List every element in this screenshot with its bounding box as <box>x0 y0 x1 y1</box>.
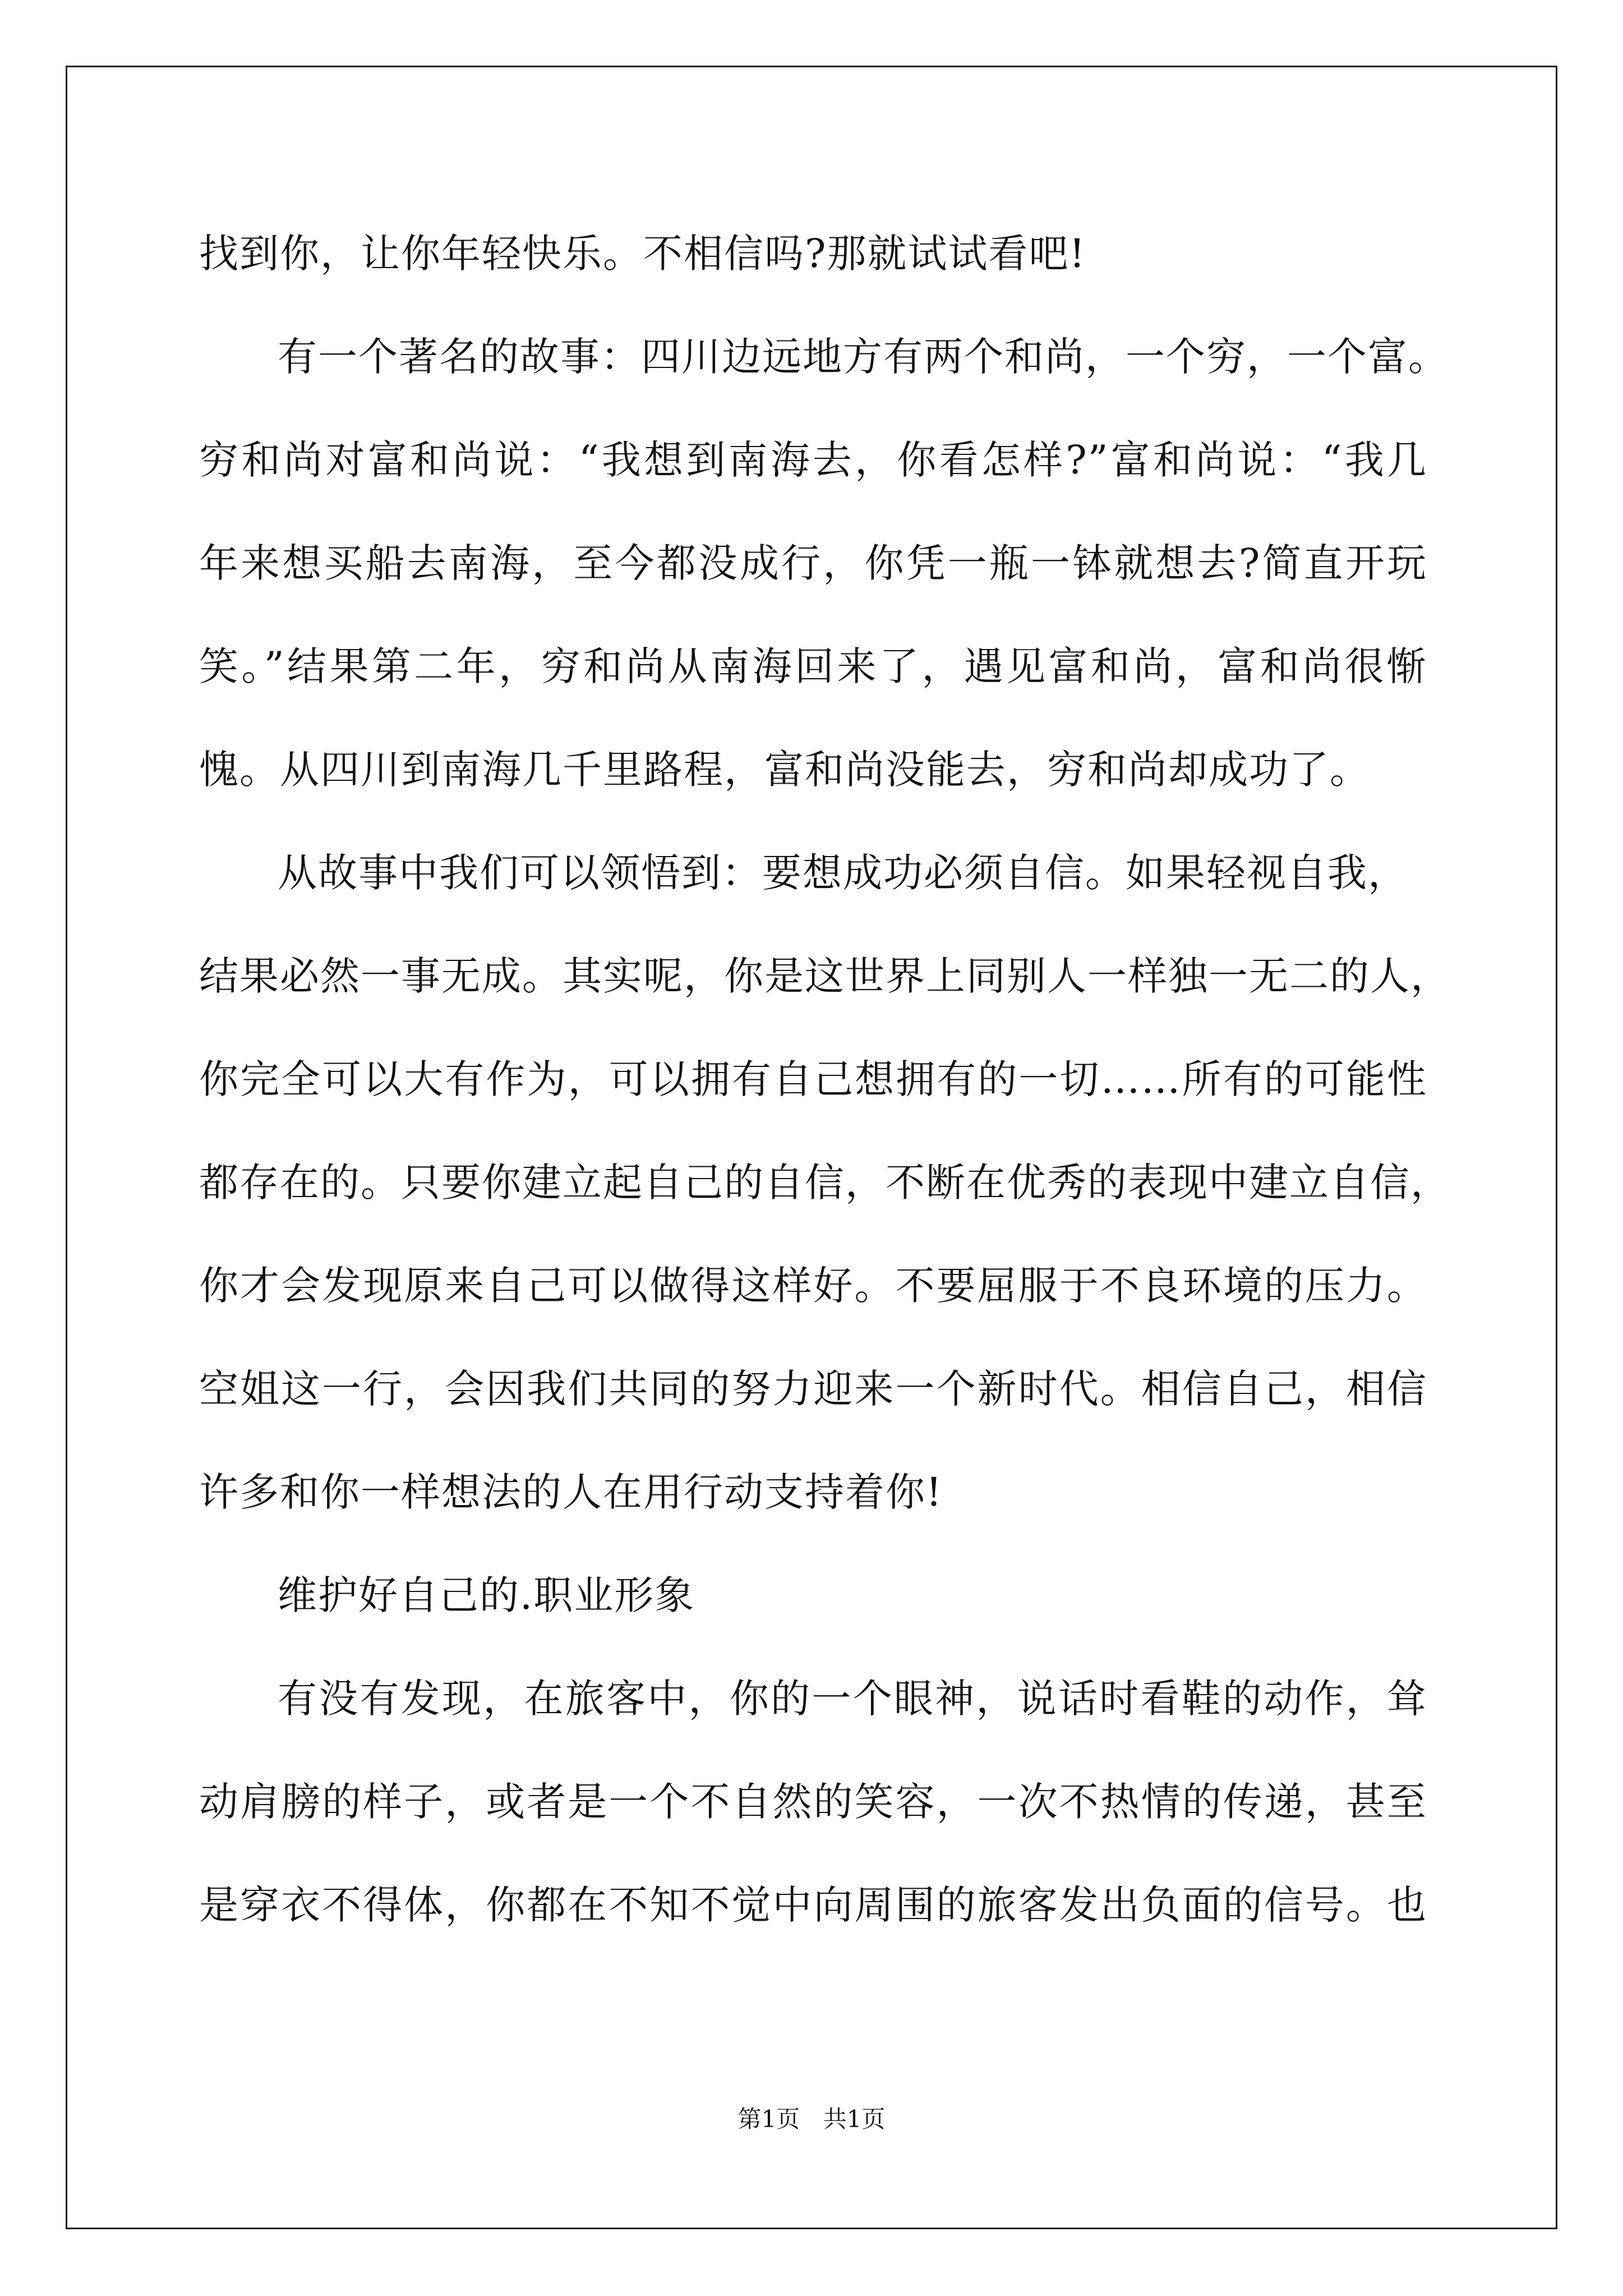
text-line: 许多和你一样想法的人在用行动支持着你! <box>199 1469 943 1515</box>
text-line: 动肩膀的样子，或者是一个不自然的笑容，一次不热情的传递，甚至 <box>199 1779 1427 1825</box>
page-number: 第1页 <box>737 2105 800 2133</box>
text-line: 笑。”结果第二年，穷和尚从南海回来了，遇见富和尚，富和尚很惭 <box>199 643 1427 689</box>
document-body <box>199 202 1451 1957</box>
text-line: 年来想买船去南海，至今都没成行，你凭一瓶一钵就想去?简直开玩 <box>199 540 1427 586</box>
paragraph-start-line: 有没有发现，在旅客中，你的一个眼神，说话时看鞋的动作，耸 <box>278 1676 1427 1722</box>
text-line: 结果必然一事无成。其实呢，你是这世界上同别人一样独一无二的人， <box>199 953 1451 999</box>
text-line: 你才会发现原来自己可以做得这样好。不要屈服于不良环境的压力。 <box>199 1263 1427 1309</box>
section-heading: 维护好自己的.职业形象 <box>278 1572 695 1618</box>
text-line: 空姐这一行，会因我们共同的努力迎来一个新时代。相信自己，相信 <box>199 1366 1427 1412</box>
text-line: 找到你，让你年轻快乐。不相信吗?那就试试看吧! <box>199 231 1086 277</box>
page-footer <box>0 2101 1623 2134</box>
paragraph-start-line: 从故事中我们可以领悟到：要想成功必须自信。如果轻视自我， <box>278 850 1408 896</box>
paragraph-start-line: 有一个著名的故事：四川边远地方有两个和尚，一个穷，一个富。 <box>278 334 1449 380</box>
text-line: 你完全可以大有作为，可以拥有自己想拥有的一切……所有的可能性 <box>199 1056 1427 1102</box>
text-line: 是穿衣不得体，你都在不知不觉中向周围的旅客发出负面的信号。也 <box>199 1882 1427 1928</box>
text-line: 穷和尚对富和尚说：“我想到南海去，你看怎样?”富和尚说：“我几 <box>199 437 1427 483</box>
text-line: 都存在的。只要你建立起自己的自信，不断在优秀的表现中建立自信， <box>199 1159 1451 1205</box>
text-line: 愧。从四川到南海几千里路程，富和尚没能去，穷和尚却成功了。 <box>199 747 1370 793</box>
page-total: 共1页 <box>823 2105 886 2133</box>
